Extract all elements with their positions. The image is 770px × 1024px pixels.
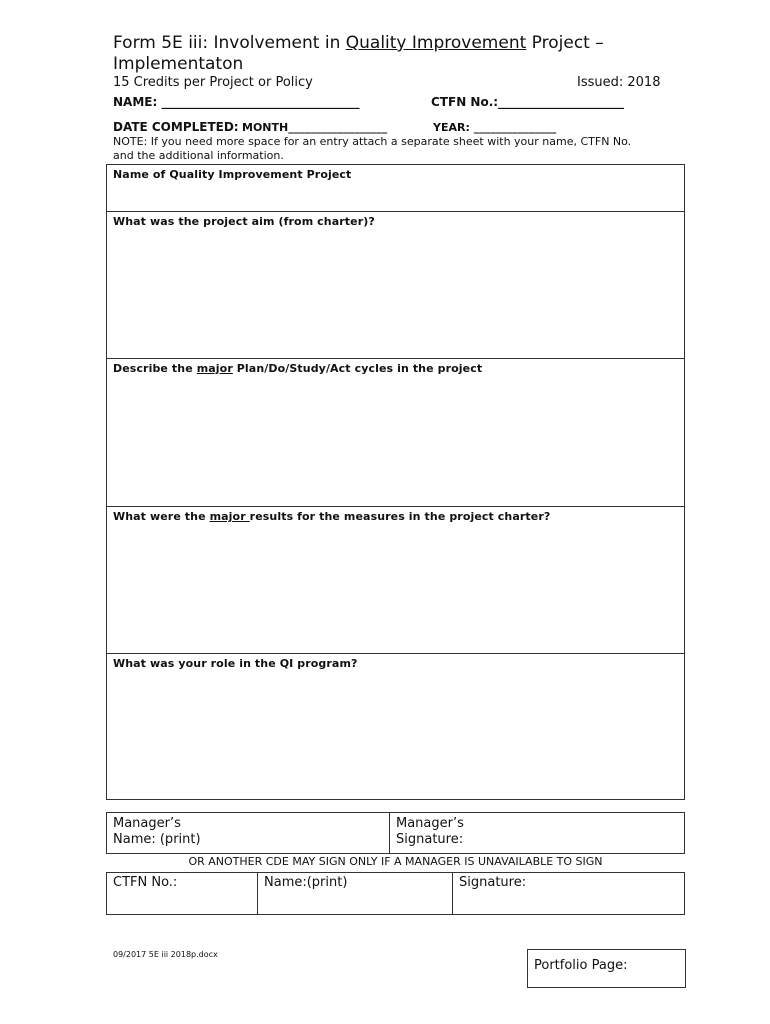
month-field[interactable]: MONTH__________________	[242, 121, 388, 134]
section-label: What were the major results for the measures in the project charter?	[113, 510, 551, 523]
year-field[interactable]: YEAR: _______________	[433, 121, 557, 134]
cde-ctfn-label: CTFN No.:	[113, 875, 178, 890]
cde-ctfn-cell[interactable]	[107, 873, 258, 914]
section-qi-role[interactable]	[107, 654, 684, 799]
form-title	[113, 33, 673, 75]
title-prefix: Form 5E iii: Involvement in	[113, 33, 346, 53]
cde-signature-label: Signature:	[459, 875, 527, 890]
cde-name-cell[interactable]	[258, 873, 453, 914]
title-line2: Implementaton	[113, 54, 244, 74]
portfolio-page-box[interactable]	[527, 949, 686, 988]
ctfn-field[interactable]: CTFN No.:_____________________	[431, 95, 625, 109]
section-label: What was the project aim (from charter)?	[113, 215, 375, 228]
section-project-aim[interactable]	[107, 212, 684, 359]
manager-sig-label-1: Manager’s	[396, 816, 464, 831]
title-suffix: Project –	[526, 33, 604, 53]
portfolio-page-label: Portfolio Page:	[534, 958, 628, 973]
issued-text: Issued: 2018	[577, 75, 661, 90]
manager-signature-table	[106, 812, 685, 854]
section-label: What was your role in the QI program?	[113, 657, 358, 670]
manager-signature-cell[interactable]	[390, 813, 684, 853]
section-label: Name of Quality Improvement Project	[113, 168, 352, 181]
section-label: Describe the major Plan/Do/Study/Act cycles in the project	[113, 362, 483, 375]
manager-name-cell[interactable]	[107, 813, 390, 853]
section-results[interactable]	[107, 507, 684, 654]
note-body: : If you need more space for an entry attach a separate sheet with your name, CTFN No.	[143, 135, 632, 148]
cde-signature-cell[interactable]	[453, 873, 684, 914]
section-pdsa-cycles[interactable]	[107, 359, 684, 507]
note-text	[113, 135, 673, 163]
manager-sig-label-2: Signature:	[396, 832, 464, 847]
section-project-name[interactable]	[107, 165, 684, 212]
manager-name-label-2: Name: (print)	[113, 832, 201, 847]
cde-note: OR ANOTHER CDE MAY SIGN ONLY IF A MANAGER IS UNAVAILABLE TO SIGN	[188, 855, 603, 868]
name-field[interactable]: NAME: _________________________________	[113, 95, 360, 109]
qi-form-table	[106, 164, 685, 800]
manager-name-label-1: Manager’s	[113, 816, 181, 831]
footer-filename: 09/2017 5E iii 2018p.docx	[113, 950, 218, 959]
title-underlined: Quality Improvement	[345, 33, 527, 53]
credits-text: 15 Credits per Project or Policy	[113, 75, 313, 90]
cde-name-label: Name:(print)	[264, 875, 348, 890]
cde-signature-table	[106, 872, 685, 915]
date-completed-label: DATE COMPLETED:	[113, 120, 239, 134]
note-line2: and the additional information.	[113, 149, 284, 162]
note-bold: NOTE	[113, 135, 144, 148]
